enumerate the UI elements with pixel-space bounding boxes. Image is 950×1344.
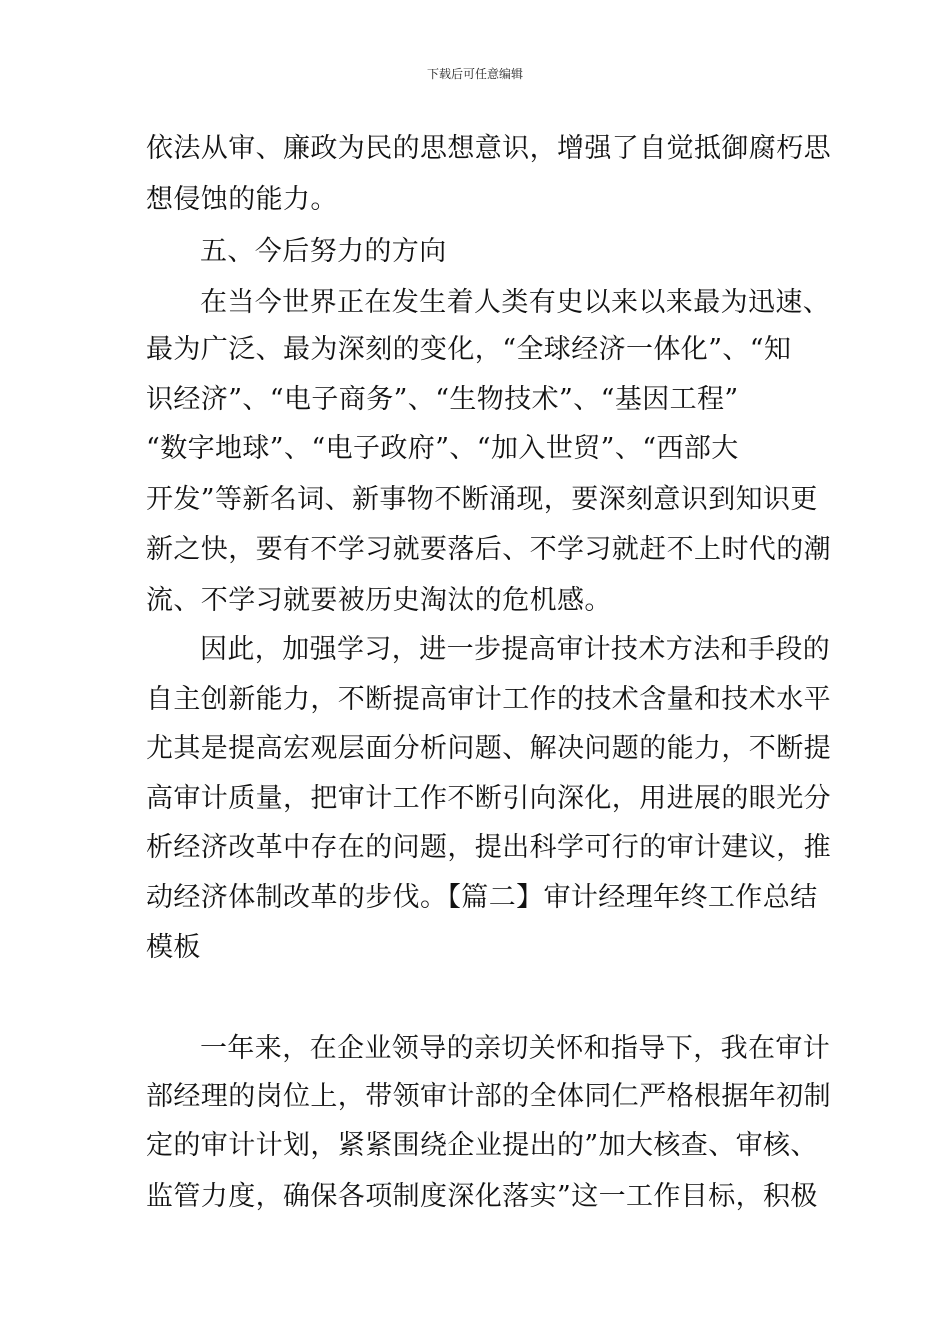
text-line: 依法从审、廉政为民的思想意识，增强了自觉抵御腐朽思 xyxy=(146,133,831,164)
text-line: 识经济”、“电子商务”、“生物技术”、“基因工程” xyxy=(146,384,739,415)
text-line: 一年来，在企业领导的亲切关怀和指导下，我在审计 xyxy=(200,1033,831,1064)
text-line: 想侵蚀的能力。 xyxy=(146,184,338,215)
text-line: 动经济体制改革的步伐。【篇二】审计经理年终工作总结 xyxy=(146,882,818,913)
text-line: 监管力度，确保各项制度深化落实”这一工作目标，积极 xyxy=(146,1181,818,1212)
section-heading: 五、今后努力的方向 xyxy=(200,236,447,267)
text-line: 开发”等新名词、新事物不断涌现，要深刻意识到知识更 xyxy=(146,484,818,515)
text-line: 定的审计计划，紧紧围绕企业提出的”加大核查、审核、 xyxy=(146,1130,818,1161)
page-header: 下载后可任意编辑 xyxy=(426,67,523,81)
text-line: 在当今世界正在发生着人类有史以来以来最为迅速、 xyxy=(200,287,831,318)
text-line: 析经济改革中存在的问题，提出科学可行的审计建议，推 xyxy=(146,832,831,863)
text-line: 因此，加强学习，进一步提高审计技术方法和手段的 xyxy=(200,634,831,665)
text-line: 新之快，要有不学习就要落后、不学习就赶不上时代的潮 xyxy=(146,534,831,565)
text-line: 自主创新能力，不断提高审计工作的技术含量和技术水平 xyxy=(146,684,831,715)
text-line: 流、不学习就要被历史淘汰的危机感。 xyxy=(146,585,612,616)
text-line: “数字地球”、“电子政府”、“加入世贸”、“西部大 xyxy=(146,433,739,464)
text-line: 最为广泛、最为深刻的变化，“全球经济一体化”、“知 xyxy=(146,334,792,365)
text-line: 尤其是提高宏观层面分析问题、解决问题的能力，不断提 xyxy=(146,733,831,764)
text-line: 高审计质量，把审计工作不断引向深化，用进展的眼光分 xyxy=(146,783,831,814)
text-line: 部经理的岗位上，带领审计部的全体同仁严格根据年初制 xyxy=(146,1081,831,1112)
text-line: 模板 xyxy=(146,932,201,963)
